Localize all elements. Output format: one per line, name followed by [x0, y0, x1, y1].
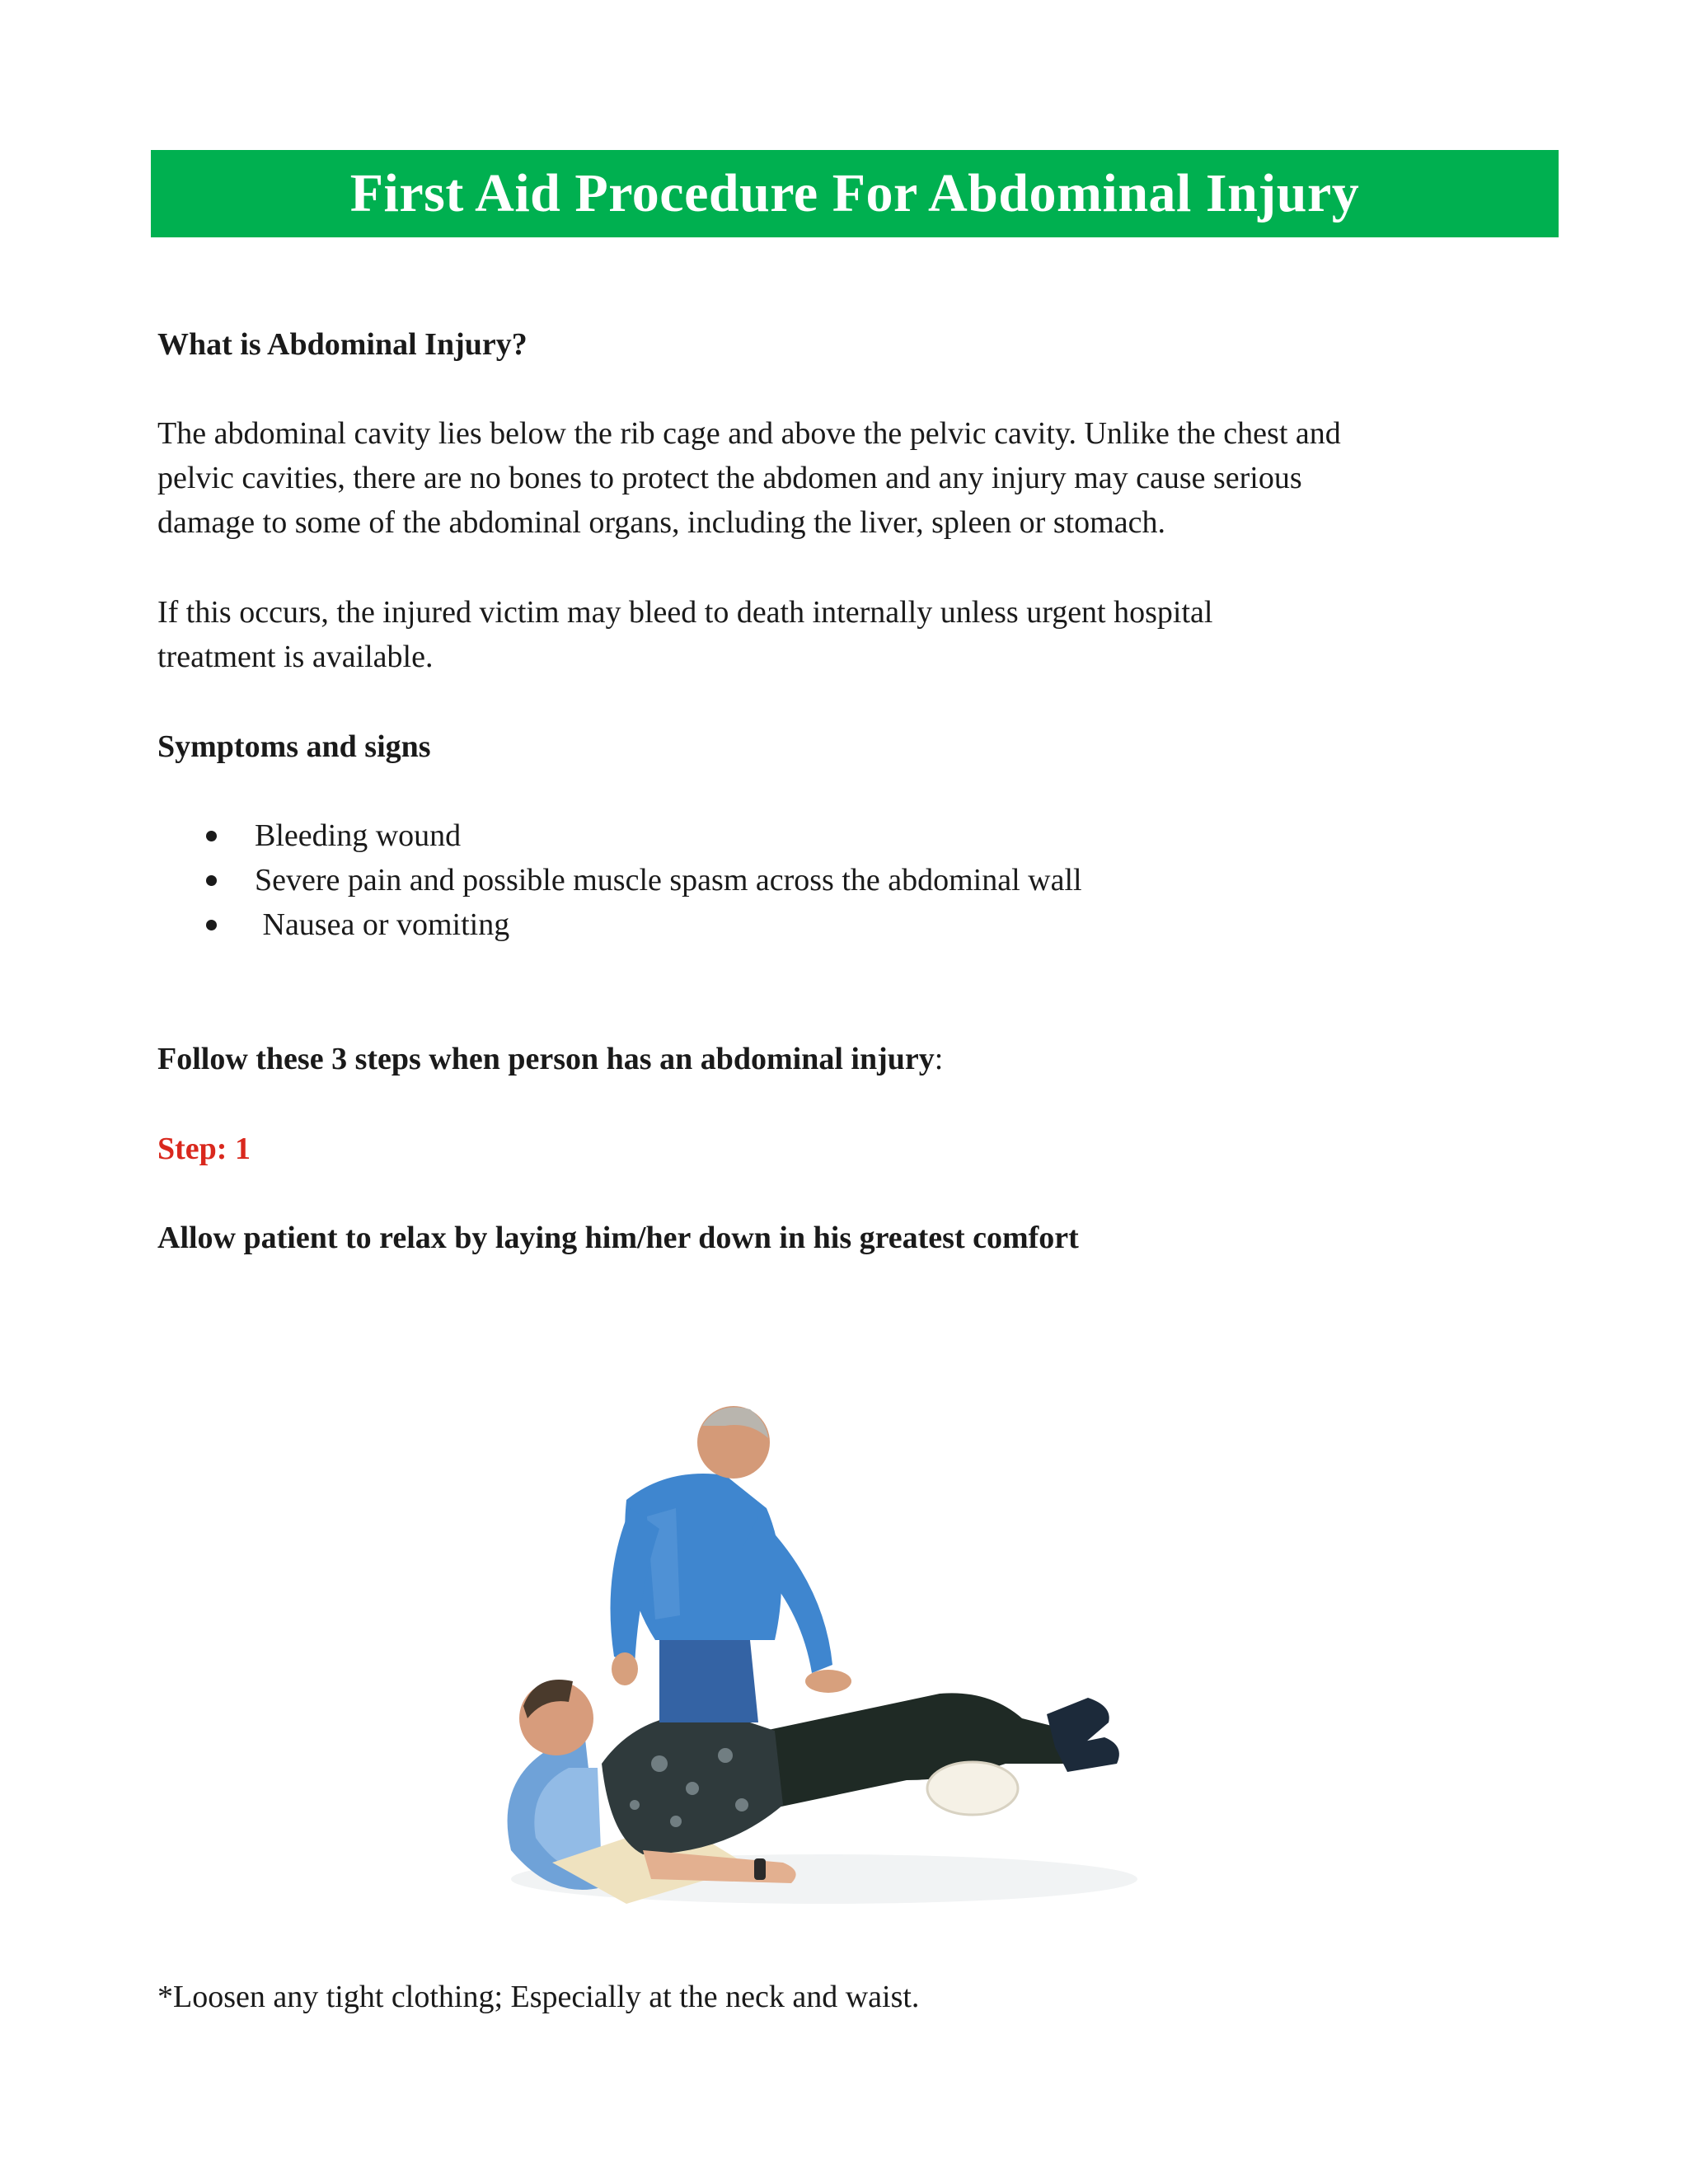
list-item-text: Severe pain and possible muscle spasm across the abdominal wall [255, 863, 1082, 898]
step-1-note: *Loosen any tight clothing; Especially at the neck and waist. [157, 1980, 920, 2014]
paragraph-line: The abdominal cavity lies below the rib cage and above the pelvic cavity. Unlike the chest and [157, 416, 1341, 451]
wristwatch-icon [754, 1858, 766, 1880]
step-1-label: Step: 1 [157, 1132, 251, 1166]
paragraph-abdominal-cavity [157, 411, 1559, 545]
paragraph-line: damage to some of the abdominal organs, including the liver, spleen or stomach. [157, 505, 1165, 540]
list-item [157, 902, 1559, 947]
section-heading-what-is: What is Abdominal Injury? [157, 327, 528, 362]
list-item [157, 813, 1559, 858]
list-item [157, 858, 1559, 902]
section-heading-symptoms: Symptoms and signs [157, 729, 431, 764]
first-aid-illustration [478, 1393, 1170, 1920]
bullet-icon [206, 831, 217, 841]
bullet-icon [206, 875, 217, 886]
caregiver-jeans [659, 1632, 758, 1722]
list-item-text: Nausea or vomiting [255, 907, 510, 942]
steps-intro-text: Follow these 3 steps when person has an abdominal injury [157, 1042, 935, 1076]
page-title: First Aid Procedure For Abdominal Injury [349, 163, 1360, 223]
title-banner [151, 150, 1559, 237]
paragraph-line: treatment is available. [157, 640, 434, 674]
paragraph-internal-bleeding [157, 590, 1559, 679]
list-item-text: Bleeding wound [255, 818, 462, 853]
step-1-instruction: Allow patient to relax by laying him/her down in his greatest comfort [157, 1221, 1079, 1255]
steps-intro [157, 1037, 1559, 1081]
caregiver-hand-right [805, 1670, 851, 1693]
paragraph-line: pelvic cavities, there are no bones to protect the abdomen and any injury may cause serious [157, 461, 1302, 495]
knee-roll [927, 1762, 1018, 1815]
bullet-icon [206, 920, 217, 930]
steps-intro-colon: : [934, 1042, 944, 1076]
symptoms-list [157, 813, 1559, 947]
paragraph-line: If this occurs, the injured victim may bleed to death internally unless urgent hospital [157, 595, 1213, 630]
caregiver-hand-left [612, 1652, 638, 1685]
